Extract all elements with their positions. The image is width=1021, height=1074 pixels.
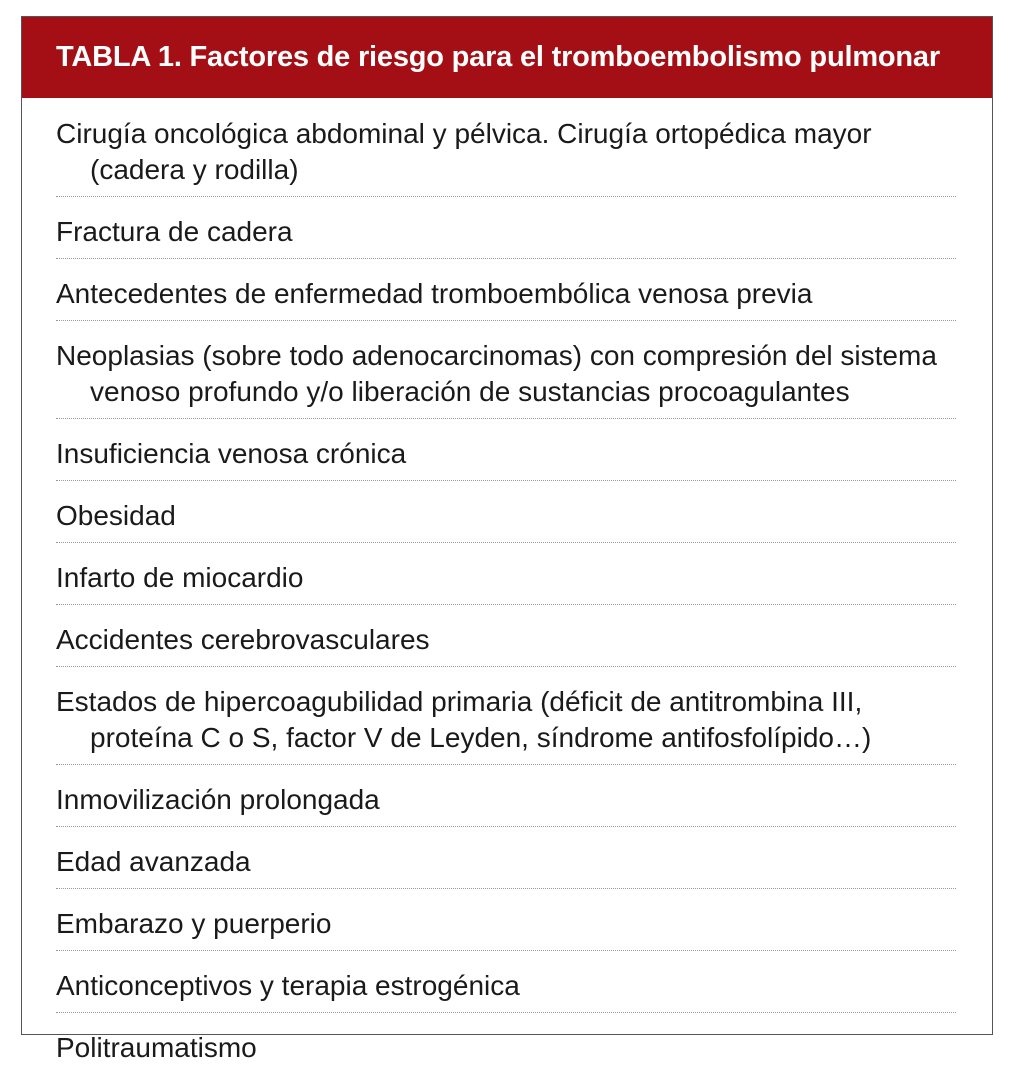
table-rows xyxy=(22,98,956,1074)
table-row: Neoplasias (sobre todo adenocarcinomas) con compresión del sistema venoso profundo y/o liberación de sustancias procoagulantes xyxy=(56,321,956,419)
table-title: TABLA 1. Factores de riesgo para el tromboembolismo pulmonar xyxy=(22,17,992,98)
table-row: Fractura de cadera xyxy=(56,197,956,259)
table-row: Inmovilización prolongada xyxy=(56,765,956,827)
table-row: Politraumatismo xyxy=(56,1032,257,1063)
table-row: Obesidad xyxy=(56,481,956,543)
table-row: Anticonceptivos y terapia estrogénica xyxy=(56,951,956,1013)
table-row: Embarazo y puerperio xyxy=(56,889,956,951)
table-row: Cirugía oncológica abdominal y pélvica. Cirugía ortopédica mayor (cadera y rodilla) xyxy=(56,98,956,197)
table-row: Accidentes cerebrovasculares xyxy=(56,605,956,667)
table-row: Insuficiencia venosa crónica xyxy=(56,419,956,481)
table-row: Estados de hipercoagubilidad primaria (déficit de antitrombina III, proteína C o S, factor V de Leyden, síndrome antifosfolípido…) xyxy=(56,667,956,765)
table-row: Antecedentes de enfermedad tromboembólica venosa previa xyxy=(56,259,956,321)
risk-factors-table xyxy=(21,16,993,1063)
table-row: Infarto de miocardio xyxy=(56,543,956,605)
table-row: Edad avanzada xyxy=(56,827,956,889)
